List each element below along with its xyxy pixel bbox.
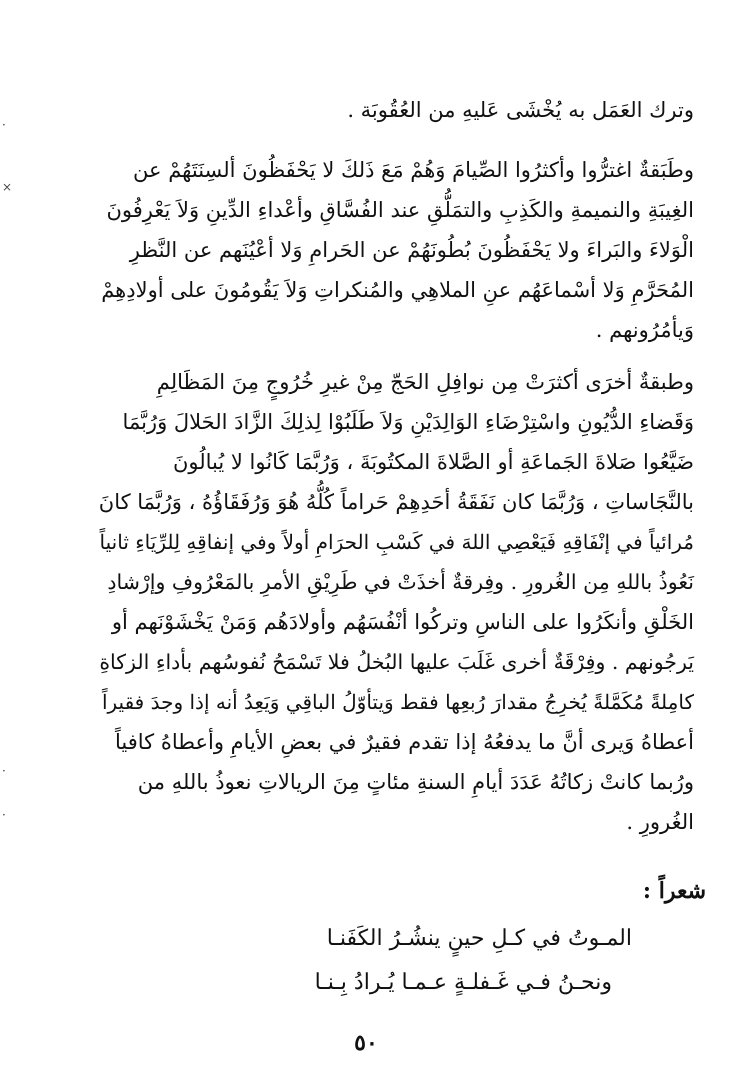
text-line: الخَلْقِ وأنكَرُوا على الناسِ وتركُوا أنْفُسَهُم وأولادَهُم وَمَنْ يَخْشَوْنَهم أو xyxy=(111,610,694,634)
poem-heading: شعراً : xyxy=(642,878,706,904)
text-line: وطبقةٌ أخرَى أكثرَتْ مِن نوافِلِ الحَجّ مِنْ غيرِ خُرُوجٍ مِنَ المَظَالِمِ xyxy=(156,370,694,394)
text-line: الغُرورِ . xyxy=(626,810,694,834)
text-line: يَرجُونهم . وفِرْقَةٌ أخرى غَلَبَ عليها البُخلُ فلا تَسْمَحُ نُفوسُهم بأداءِ الزكاةِ xyxy=(99,650,694,674)
margin-mark: × xyxy=(2,180,13,194)
text-line: بالنَّجَاساتِ ، وَرُبَّمَا كان نَفَقَةُ أحَدِهِمْ حَراماً كُلُّهُ هُوَ وَرُفَقَاؤُهُ ، وَرُبَّمَا كانَ xyxy=(98,490,694,514)
text-line: نَعُوذُ باللهِ مِن الغُرورِ . وفِرقةٌ أخذَتْ في طَرِيْقِ الأمرِ بالمَعْرُوفِ وإرْشادِ xyxy=(107,570,694,594)
page-number: ٥٠ xyxy=(354,1030,378,1056)
poem-line: ونحـنُ فـي غَـفلـةٍ عـمـا يُـرادُ بِـنـا xyxy=(314,970,612,995)
text-line: الغِيبَةِ والنميمةِ والكَذِبِ والتمَلُّقِ عند الفُسَّاقِ وأعْداءِ الدِّينِ وَلاَ يَعْرِفُونَ xyxy=(106,198,694,222)
margin-mark: · xyxy=(2,764,6,778)
text-line: وَقَضاءِ الدُّيُونِ واسْتِرْضَاءِ الوَالِدَيْنِ وَلاَ طَلَبُوْا لِذلِكَ الزَّادَ الحَلالَ وَرُبَّمَا xyxy=(122,410,694,434)
text-line: المُحَرَّمِ وَلا أسْماعَهُم عنِ الملاهِي والمُنكراتِ وَلاَ يَقُومُونَ على أولادِهِمْ xyxy=(101,278,694,302)
text-line: وترك العَمَل به يُخْشَى عَليهِ من العُقُوبَة . xyxy=(347,98,694,122)
text-line: وطَبَقةٌ اغترُّوا وأكثرُوا الصِّيامَ وَهُمْ مَعَ ذَلكَ لا يَحْفَظُونَ ألسِنَتَهُمْ عن xyxy=(133,158,694,182)
text-line: مُرائياً في إنْفَاقِهِ فَيَعْصِي اللهَ في كَسْبِ الحرَامِ أولاً وفي إنفاقِهِ لِلرِّيَاءِ ثانياً xyxy=(99,530,694,554)
margin-mark: · xyxy=(2,808,6,822)
text-line: كامِلةً مُكَمَّلةً يُخرِجُ مقدارَ رُبعِها فقط وَيتأوّلُ الباقِي وَيَعِدُ أنه إذا وجدَ فقيراً xyxy=(101,690,694,714)
paragraph-3 xyxy=(96,362,694,842)
text-line: وَيأمُرُونهم . xyxy=(595,318,694,342)
text-line: أعطاهُ وَيرى أنَّ ما يدفعُهُ إذا تقدم فقيرٌ في بعضِ الأيامِ وأعطاهُ كافياً xyxy=(114,730,694,754)
poem-line: المـوتُ في كـلِ حينٍ ينشُـرُ الكَفَنـا xyxy=(326,926,632,951)
text-line: ورُبما كانتْ زكاتُهُ عَدَدَ أيامِ السنةِ مئاتٍ مِنَ الريالاتِ نعوذُ باللهِ من xyxy=(137,770,694,794)
text-line: الْوَلاءَ والبَراءَ ولا يَحْفَظُونَ بُطُونَهُمْ عن الحَرامِ وَلا أعْيُنَهم عن النَّظرِ xyxy=(129,238,694,262)
text-line: ضَيَّعُوا صَلاةَ الجَماعَةِ أو الصَّلاةَ المكتُوبَةَ ، وَرُبَّمَا كَانُوا لا يُبالُونَ xyxy=(172,450,694,474)
margin-mark: · xyxy=(2,118,6,132)
paragraph-1 xyxy=(96,90,694,130)
paragraph-2 xyxy=(96,150,694,350)
